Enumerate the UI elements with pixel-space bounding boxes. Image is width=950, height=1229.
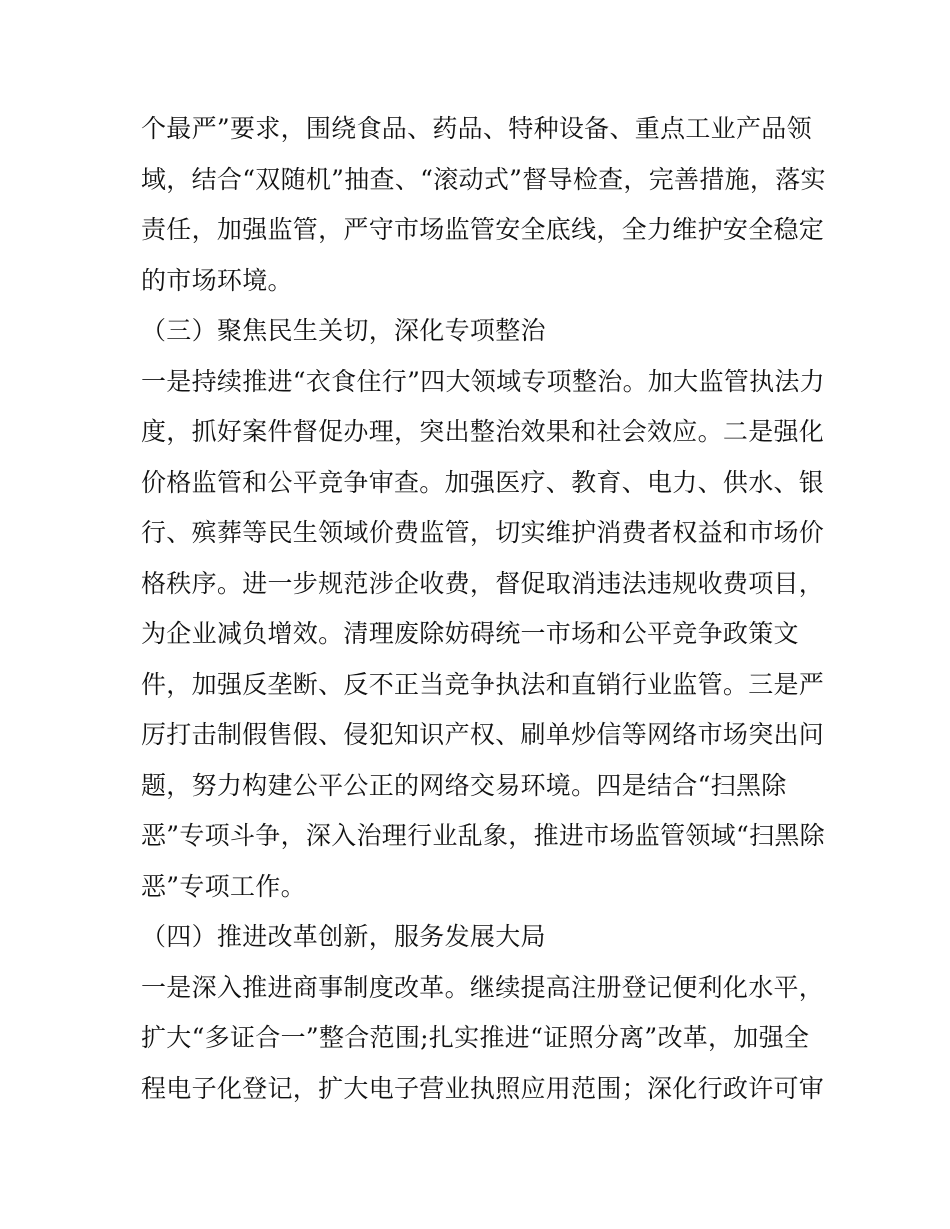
text-line: 扩大“多证合一”整合范围;扎实推进“证照分离”改革，加强全 xyxy=(141,1023,810,1052)
text-line: 一是持续推进“衣食住行”四大领域专项整治。加大监管执法力 xyxy=(141,366,825,396)
text-line: 一是深入推进商事制度改革。继续提高注册登记便利化水平， xyxy=(141,972,825,1002)
text-line: 格秩序。进一步规范涉企收费，督促取消违法违规收费项目， xyxy=(141,568,825,598)
text-line: 题，努力构建公平公正的网络交易环境。四是结合“扫黑除 xyxy=(141,770,787,800)
text-line: 为企业减负增效。清理废除妨碍统一市场和公平竞争政策文 xyxy=(141,619,799,648)
text-line: 恶”专项工作。 xyxy=(141,871,306,901)
text-line: 程电子化登记，扩大电子营业执照应用范围；深化行政许可审 xyxy=(141,1073,825,1103)
section-heading: （三）聚焦民生关切，深化专项整治 xyxy=(141,316,546,345)
section-heading: （四）推进改革创新，服务发展大局 xyxy=(141,922,546,951)
text-line: 个最严”要求，围绕食品、药品、特种设备、重点工业产品领 xyxy=(141,114,812,143)
text-line: 的市场环境。 xyxy=(141,265,293,295)
text-line: 域，结合“双随机”抽查、“滚动式”督导检查，完善措施，落实 xyxy=(141,164,826,194)
text-line: 行、殡葬等民生领域价费监管，切实维护消费者权益和市场价 xyxy=(141,518,825,547)
text-line: 恶”专项斗争，深入治理行业乱象，推进市场监管领域“扫黑除 xyxy=(141,821,825,850)
text-line: 件，加强反垄断、反不正当竞争执法和直销行业监管。三是严 xyxy=(141,669,825,699)
text-line: 度，抓好案件督促办理，突出整治效果和社会效应。二是强化 xyxy=(141,417,825,446)
text-line: 厉打击制假售假、侵犯知识产权、刷单炒信等网络市场突出问 xyxy=(141,720,825,749)
text-line: 价格监管和公平竞争审查。加强医疗、教育、电力、供水、银 xyxy=(141,467,825,497)
text-line: 责任，加强监管，严守市场监管安全底线，全力维护安全稳定 xyxy=(141,215,825,244)
document-body xyxy=(141,104,826,1114)
